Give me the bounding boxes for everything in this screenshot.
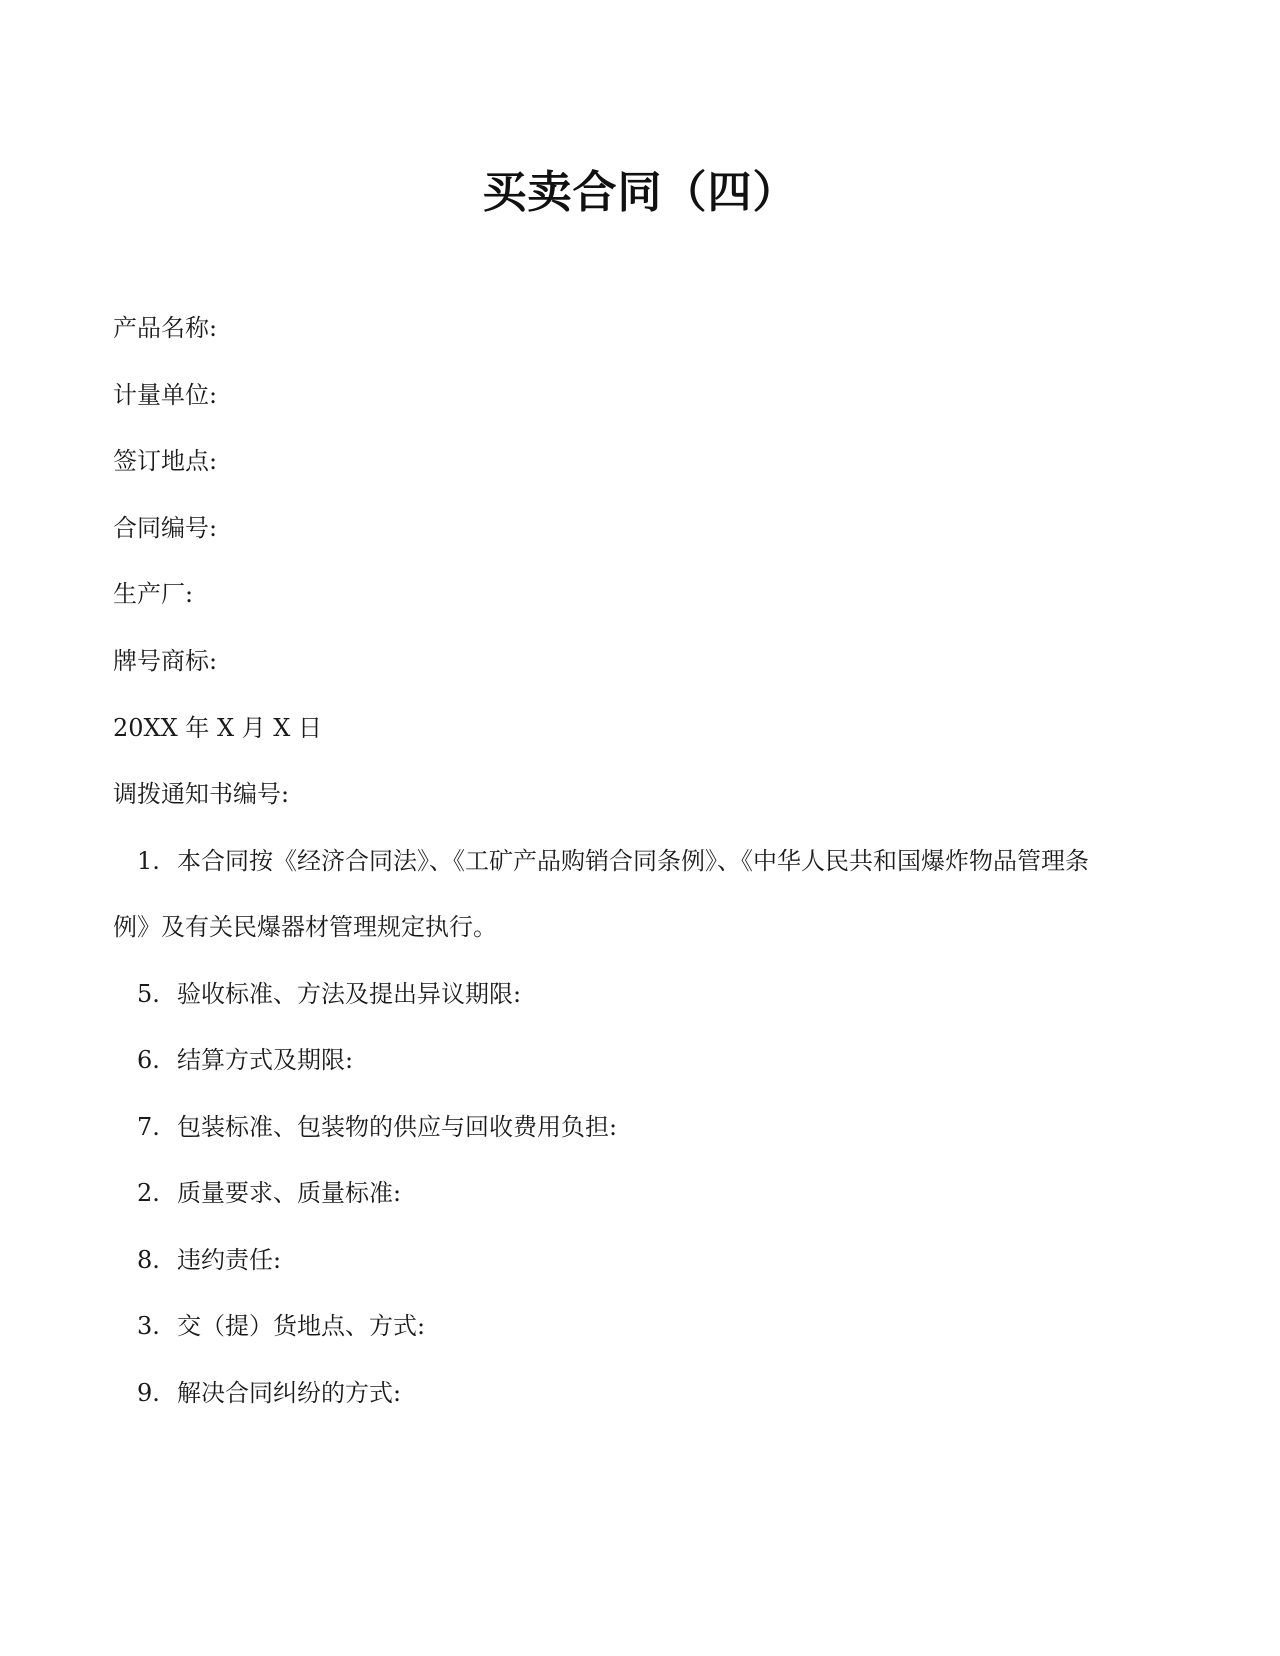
clause-item	[137, 1176, 401, 1210]
clause-number: 8.	[137, 1246, 160, 1274]
clause-text: 验收标准、方法及提出异议期限:	[177, 980, 522, 1008]
clause-text: 本合同按《经济合同法》、《工矿产品购销合同条例》、《中华人民共和国爆炸物品管理条	[177, 847, 1089, 875]
clause-text: 质量要求、质量标准:	[177, 1179, 402, 1207]
clause-item	[137, 1309, 425, 1343]
field-signing-place: 签订地点:	[113, 447, 218, 475]
field-contract-number: 合同编号:	[113, 514, 218, 542]
clause-1	[137, 844, 1089, 878]
field-date: 20XX 年 X 月 X 日	[113, 714, 323, 742]
clause-text: 违约责任:	[177, 1246, 282, 1274]
field-manufacturer: 生产厂:	[113, 580, 194, 608]
clause-number: 2.	[137, 1179, 160, 1207]
clause-number: 9.	[137, 1379, 160, 1407]
document-title: 买卖合同（四）	[482, 167, 798, 218]
clause-item	[137, 1043, 353, 1077]
clause-number: 3.	[137, 1312, 160, 1340]
clause-text: 包装标准、包装物的供应与回收费用负担:	[177, 1113, 618, 1141]
clause-item	[137, 1243, 281, 1277]
clause-number: 7.	[137, 1113, 160, 1141]
clause-text: 解决合同纠纷的方式:	[177, 1379, 402, 1407]
clause-number: 6.	[137, 1046, 160, 1074]
clause-number: 1.	[137, 847, 160, 875]
field-brand-trademark: 牌号商标:	[113, 647, 218, 675]
field-allocation-notice-number: 调拨通知书编号:	[113, 780, 290, 808]
field-product-name: 产品名称:	[113, 314, 218, 342]
clause-item	[137, 977, 521, 1011]
clause-text: 结算方式及期限:	[177, 1046, 354, 1074]
clause-1-continuation: 例》及有关民爆器材管理规定执行。	[113, 913, 497, 941]
clause-number: 5.	[137, 980, 160, 1008]
clause-item	[137, 1110, 617, 1144]
clause-text: 交（提）货地点、方式:	[177, 1312, 426, 1340]
clause-item	[137, 1376, 401, 1410]
field-unit: 计量单位:	[113, 381, 218, 409]
